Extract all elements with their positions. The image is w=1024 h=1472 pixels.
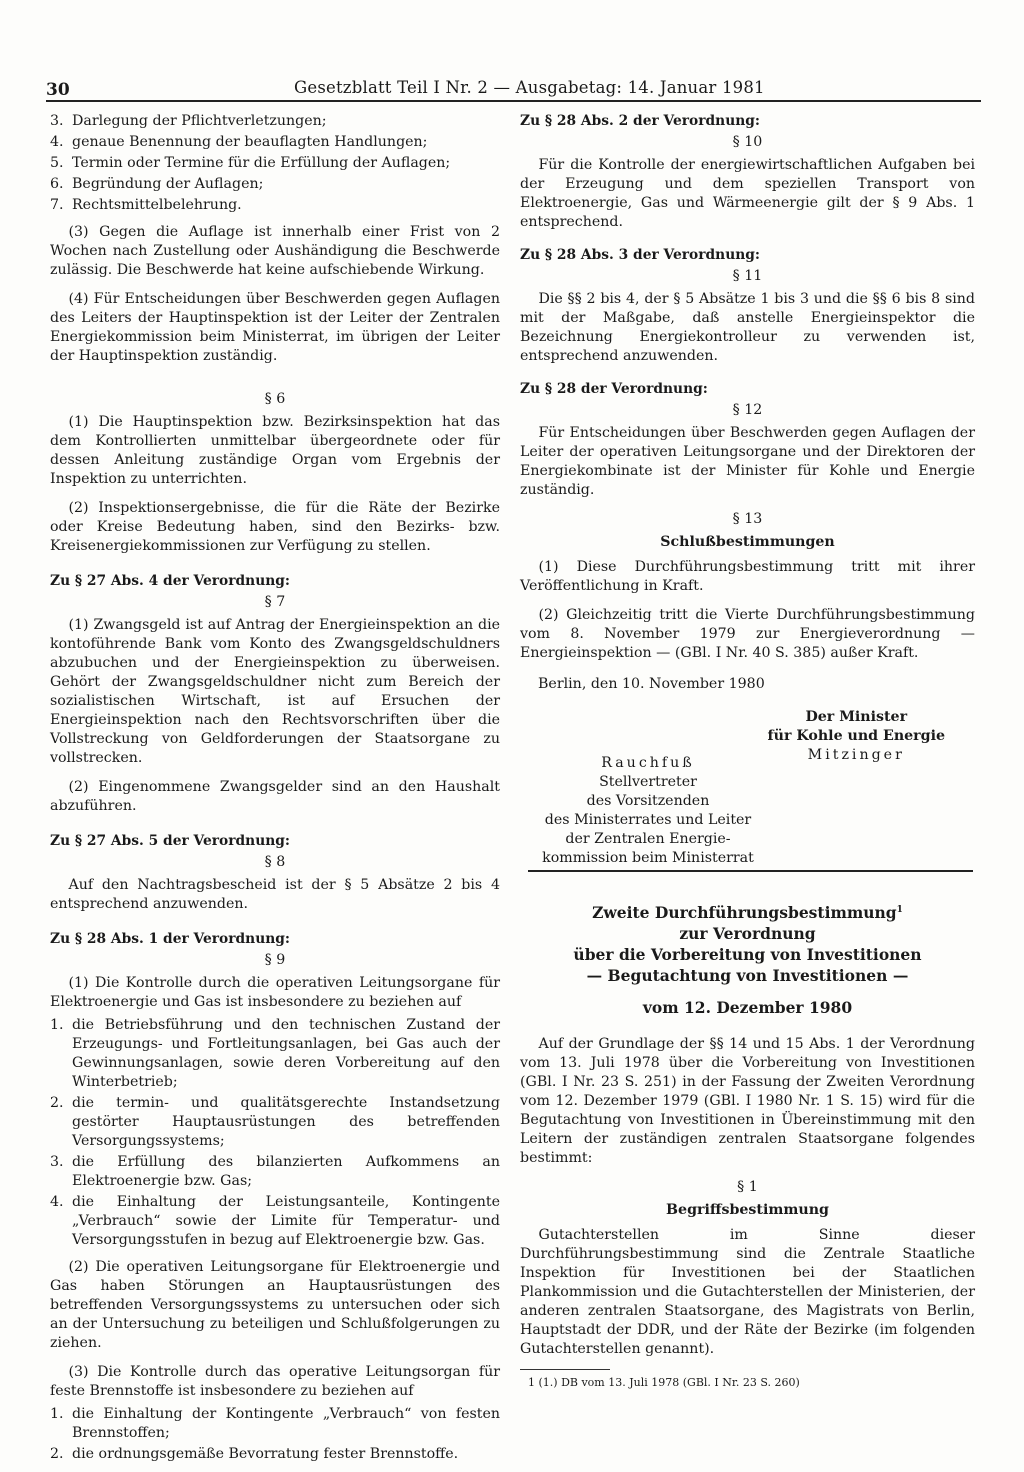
regulation-title xyxy=(520,900,975,986)
list-s9-abs1 xyxy=(50,1016,500,1250)
list-item-number: 4. xyxy=(50,134,64,150)
signature-title: für Kohle und Energie xyxy=(767,728,945,744)
section-heading: § 1 xyxy=(737,1179,758,1196)
paragraph: (1) Diese Durchführungsbestimmung tritt mit ihrer Veröffentlichung in Kraft. xyxy=(520,559,975,594)
signature-deputy xyxy=(538,754,758,868)
list-item xyxy=(50,1193,500,1250)
signature-title: kommission beim Ministerrat xyxy=(542,850,754,866)
paragraph: Für Entscheidungen über Beschwerden gegen Auflagen der Leiter der operativen Leitungsorgane und der Direktoren der Energiekombinate ist der Minister für Kohle und Energie zuständig. xyxy=(520,425,975,498)
subsection-ref: Zu § 28 Abs. 2 der Verordnung: xyxy=(520,113,760,129)
section-heading: § 10 xyxy=(732,134,763,150)
left-column xyxy=(50,112,500,1472)
section-heading: § 13 xyxy=(732,511,763,527)
subsection-ref: Zu § 27 Abs. 5 der Verordnung: xyxy=(50,833,290,849)
subsection-ref: Zu § 28 Abs. 3 der Verordnung: xyxy=(520,247,760,263)
title-line: zur Verordnung xyxy=(679,924,816,944)
footnote-rule xyxy=(520,1369,610,1370)
paragraph: (2) Eingenommene Zwangsgelder sind an den Haushalt abzuführen. xyxy=(50,779,500,814)
list-item-text: Rechtsmittelbelehrung. xyxy=(72,197,242,213)
section-heading: § 7 xyxy=(264,594,286,610)
list-item-number: 4. xyxy=(50,1194,64,1210)
paragraph: (1) Die Kontrolle durch die operativen Leitungsorgane für Elektroenergie und Gas ist insbesondere zu beziehen auf xyxy=(50,975,500,1010)
section-title: Schlußbestimmungen xyxy=(660,534,835,550)
page-number: 30 xyxy=(46,80,70,100)
list-item xyxy=(50,175,500,194)
list-item xyxy=(50,1094,500,1151)
signature-title: Stellvertreter xyxy=(599,774,697,790)
list-item xyxy=(50,1153,500,1191)
paragraph: Gutachterstellen im Sinne dieser Durchführungsbestimmung sind die Zentrale Staatliche Inspektion für Investitionen bei der Staatlichen Plankommission und die Gutachterstellen der Ministerien, der anderen zentralen Staatsorgane, des Magistrats von Berlin, Hauptstadt der DDR, und der Räte der Bezirke (im folgenden Gutachterstellen genannt). xyxy=(520,1227,975,1358)
signature-name: Mitzinger xyxy=(807,747,905,763)
list-item-number: 1. xyxy=(50,1406,64,1422)
regulation-date: vom 12. Dezember 1980 xyxy=(642,998,853,1018)
signature-title: der Zentralen Energie- xyxy=(565,831,731,847)
section-heading: § 11 xyxy=(732,268,763,284)
subsection-ref: Zu § 28 der Verordnung: xyxy=(520,381,708,397)
right-column xyxy=(520,112,975,1390)
list-item-text: Darlegung der Pflichtverletzungen; xyxy=(72,113,327,129)
list-item xyxy=(50,154,500,173)
section-separator xyxy=(528,870,973,872)
list-item-text: Termin oder Termine für die Erfüllung der Auflagen; xyxy=(72,155,451,171)
title-line: Zweite Durchführungsbestimmung xyxy=(592,903,897,923)
signature-title: des Ministerrates und Leiter xyxy=(544,812,752,828)
signature-title: Der Minister xyxy=(805,709,908,725)
footnote: 1 (1.) DB vom 13. Juli 1978 (GBl. I Nr. 23 S. 260) xyxy=(528,1376,800,1390)
place-date: Berlin, den 10. November 1980 xyxy=(538,676,765,692)
list-item-text: die termin- und qualitätsgerechte Instandsetzung gestörter Hauptausrüstungen des betreffenden Versorgungssystems; xyxy=(72,1095,500,1149)
signature-title: des Vorsitzenden xyxy=(586,793,710,809)
list-item-number: 6. xyxy=(50,176,64,192)
list-item xyxy=(50,1405,500,1443)
list-item-number: 3. xyxy=(50,1154,64,1170)
section-heading: § 6 xyxy=(264,391,286,407)
signature-minister xyxy=(768,708,945,765)
paragraph: (3) Gegen die Auflage ist innerhalb einer Frist von 2 Wochen nach Zustellung oder Aushändigung die Beschwerde zulässig. Die Beschwerde hat keine aufschiebende Wirkung. xyxy=(50,224,500,278)
section-heading: § 8 xyxy=(264,854,286,870)
list-item xyxy=(50,196,500,215)
list-item-text: genaue Benennung der beauflagten Handlungen; xyxy=(72,134,428,150)
signature-name: Rauchfuß xyxy=(601,755,695,771)
section-heading: § 9 xyxy=(264,952,286,968)
list-item xyxy=(50,1445,500,1464)
list-item-number: 2. xyxy=(50,1446,64,1462)
gazette-title: Gesetzblatt Teil I Nr. 2 — Ausgabetag: 14. Januar 1981 xyxy=(294,78,765,97)
paragraph: (1) Die Hauptinspektion bzw. Bezirksinspektion hat das dem Kontrollierten unmittelbar übergeordnete oder für dessen Anleitung zuständige Organ vom Ergebnis der Inspektion zu unterrichten. xyxy=(50,414,500,487)
list-item-number: 3. xyxy=(50,113,64,129)
list-item-number: 1. xyxy=(50,1017,64,1033)
list-item-number: 5. xyxy=(50,155,64,171)
list-item-text: die Einhaltung der Kontingente „Verbrauch“ von festen Brennstoffen; xyxy=(72,1406,500,1441)
list-item-text: die Erfüllung des bilanzierten Aufkommens an Elektroenergie bzw. Gas; xyxy=(72,1154,500,1189)
list-item-text: die Betriebsführung und den technischen Zustand der Erzeugungs- und Fortleitungsanlagen, bei Gas auch der Gewinnungsanlagen, sowie deren Vorbereitung auf den Winterbetrieb; xyxy=(72,1017,500,1090)
paragraph: (2) Die operativen Leitungsorgane für Elektroenergie und Gas haben Störungen an Hauptausrüstungen des betreffenden Versorgungssystems zu untersuchen oder sich an der Untersuchung zu beteiligen und Schlußfolgerungen zu ziehen. xyxy=(50,1259,500,1351)
list-item-text: die ordnungsgemäße Bevorratung fester Brennstoffe. xyxy=(72,1446,459,1462)
paragraph: Auf den Nachtragsbescheid ist der § 5 Absätze 2 bis 4 entsprechend anzuwenden. xyxy=(50,877,500,912)
page-header xyxy=(46,72,981,102)
paragraph: (2) Inspektionsergebnisse, die für die Räte der Bezirke oder Kreise Bedeutung haben, sind den Bezirks- bzw. Kreisenergiekommissionen zur Verfügung zu stellen. xyxy=(50,500,500,554)
paragraph: (1) Zwangsgeld ist auf Antrag der Energieinspektion an die kontoführende Bank vom Konto des Zwangsgeldschuldners abzubuchen und der Energieinspektion zu überweisen. Gehört der Zwangsgeldschuldner nicht zum Bereich der sozialistischen Wirtschaft, ist auf Ersuchen der Energieinspektion nach den Rechtsvorschriften über die Vollstreckung von Geldforderungen der Staatsorgane zu vollstrecken. xyxy=(50,617,500,766)
list-item xyxy=(50,1016,500,1092)
section-heading: § 12 xyxy=(732,402,763,418)
header-rule xyxy=(46,100,981,102)
list-item xyxy=(50,133,500,152)
paragraph: (2) Gleichzeitig tritt die Vierte Durchführungsbestimmung vom 8. November 1979 zur Energieverordnung — Energieinspektion — (GBl. I Nr. 40 S. 385) außer Kraft. xyxy=(520,607,975,661)
paragraph: (3) Die Kontrolle durch das operative Leitungsorgan für feste Brennstoffe ist insbesondere zu beziehen auf xyxy=(50,1364,500,1399)
list-item xyxy=(50,112,500,131)
footnote-marker: 1 xyxy=(896,905,903,915)
list-item-number: 2. xyxy=(50,1095,64,1111)
list-abs2 xyxy=(50,112,500,215)
list-item-text: Begründung der Auflagen; xyxy=(72,176,264,192)
paragraph: Für die Kontrolle der energiewirtschaftlichen Aufgaben bei der Erzeugung und dem speziellen Transport von Elektroenergie, Gas und Wärmeenergie gilt der § 9 Abs. 1 entsprechend. xyxy=(520,157,975,230)
paragraph: (4) Für Entscheidungen über Beschwerden gegen Auflagen des Leiters der Hauptinspektion ist der Leiter der Zentralen Energiekommission beim Ministerrat, im übrigen der Leiter der Hauptinspektion zuständig. xyxy=(50,291,500,364)
paragraph: Auf der Grundlage der §§ 14 und 15 Abs. 1 der Verordnung vom 13. Juli 1978 über die Vorbereitung von Investitionen (GBl. I Nr. 23 S. 251) in der Fassung der Zweiten Verordnung vom 12. Dezember 1979 (GBl. I 1980 Nr. 1 S. 15) wird für die Begutachtung von Investitionen in Übereinstimmung mit den Leitern der zuständigen zentralen Staatsorgane folgendes bestimmt: xyxy=(520,1036,975,1167)
signatures xyxy=(520,702,975,866)
paragraph: Die §§ 2 bis 4, der § 5 Absätze 1 bis 3 und die §§ 6 bis 8 sind mit der Maßgabe, daß anstelle Energieinspektor die Bezeichnung Energiekontrolleur zu verwenden ist, entsprechend anzuwenden. xyxy=(520,291,975,364)
title-line: über die Vorbereitung von Investitionen xyxy=(573,945,922,965)
subsection-ref: Zu § 27 Abs. 4 der Verordnung: xyxy=(50,573,290,589)
list-item-text: die Einhaltung der Leistungsanteile, Kontingente „Verbrauch“ sowie der Limite für Temperatur- und Versorgungsstufen in bezug auf Elektroenergie bzw. Gas. xyxy=(72,1194,500,1248)
title-line: — Begutachtung von Investitionen — xyxy=(586,966,909,986)
list-item-number: 7. xyxy=(50,197,64,213)
section-title: Begriffsbestimmung xyxy=(666,1202,829,1219)
subsection-ref: Zu § 28 Abs. 1 der Verordnung: xyxy=(50,931,290,947)
